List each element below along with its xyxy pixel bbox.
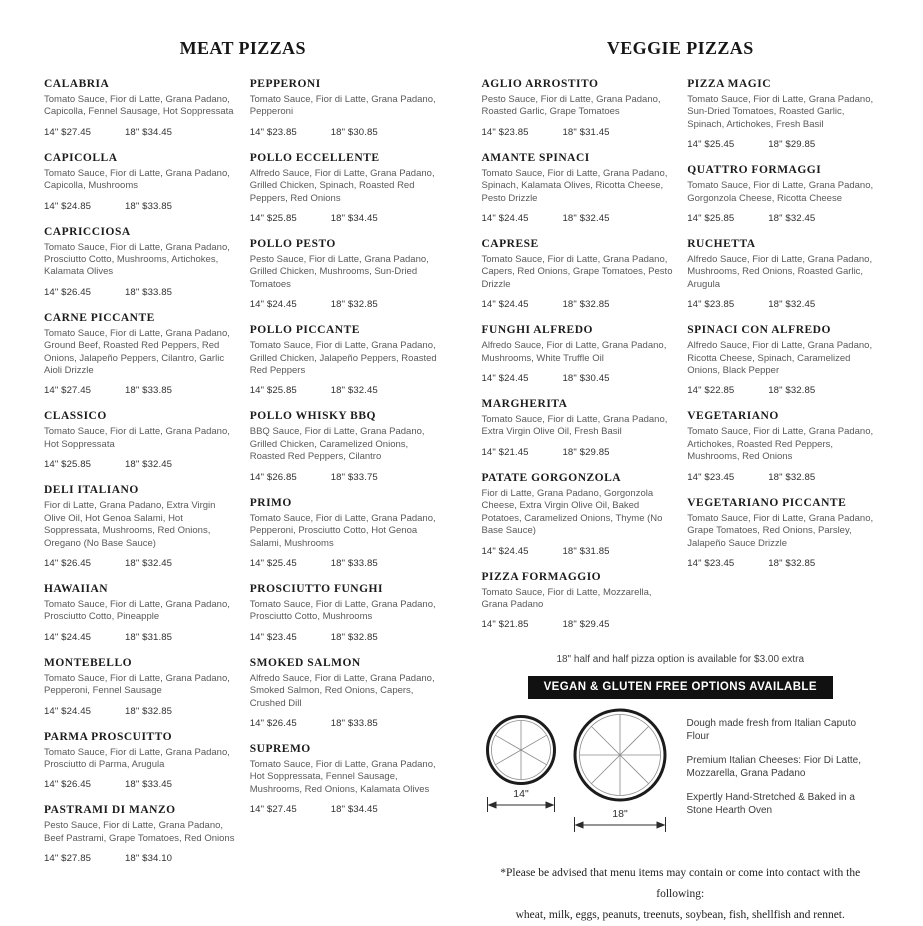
menu-item-description: BBQ Sauce, Fior di Latte, Grana Padano, Grilled Chicken, Caramelized Onions, Roasted Red Peppers, Cilantro [249, 426, 425, 463]
menu-item-prices [250, 385, 442, 396]
menu-item [250, 497, 442, 569]
menu-item-description: Pesto Sauce, Fior di Latte, Grana Padano, Roasted Garlic, Grape Tomatoes [481, 94, 661, 118]
price-18: 18" $33.85 [125, 286, 173, 298]
price-14: 14" $24.45 [44, 631, 92, 643]
diagram-label-14: 14" [512, 788, 529, 801]
price-18: 18" $32.45 [768, 299, 816, 311]
fact-dough: Dough made fresh from Italian Caputo Flour [686, 718, 857, 743]
menu-item-prices [44, 632, 236, 643]
menu-item-prices [687, 558, 879, 569]
menu-item-name: CAPRESE [481, 238, 539, 251]
price-18: 18" $31.85 [562, 545, 610, 557]
menu-item [687, 164, 879, 224]
price-18: 18" $32.45 [125, 557, 173, 569]
price-18: 18" $33.85 [330, 717, 378, 729]
price-14: 14" $25.85 [687, 213, 735, 225]
menu-item-description: Tomato Sauce, Fior di Latte, Grana Padano, Spinach, Kalamata Olives, Ricotta Cheese, Pesto Drizzle [481, 167, 668, 204]
pizza-size-diagrams [482, 708, 880, 841]
price-18: 18" $32.45 [330, 385, 378, 397]
menu-item-description: Tomato Sauce, Fior di Latte, Grana Padano, Hot Soppressata [44, 426, 230, 450]
price-18: 18" $29.85 [768, 139, 816, 151]
price-18: 18" $31.45 [562, 126, 610, 138]
price-18: 18" $34.45 [330, 804, 378, 816]
menu-item-name: PATATE GORGONZOLA [481, 471, 622, 484]
price-18: 18" $32.85 [562, 299, 610, 311]
menu-item-name: CLASSICO [44, 410, 107, 423]
section-title-meat: MEAT PIZZAS [179, 38, 306, 58]
price-14: 14" $24.45 [249, 299, 297, 311]
price-14: 14" $23.85 [481, 126, 529, 138]
veggie-column-1 [482, 78, 674, 644]
menu-item-name: PIZZA MAGIC [687, 78, 772, 90]
menu-item-prices [482, 447, 674, 458]
price-18: 18" $30.85 [330, 126, 378, 138]
price-18: 18" $33.85 [330, 557, 378, 569]
price-18: 18" $32.85 [768, 471, 816, 483]
price-18: 18" $34.45 [330, 213, 378, 225]
menu-item [482, 398, 674, 458]
menu-item [44, 583, 236, 643]
price-14: 14" $23.45 [249, 631, 297, 643]
menu-item-name: CAPRICCIOSA [44, 225, 131, 238]
menu-item-description: Fior di Latte, Grana Padano, Gorgonzola Cheese, Extra Virgin Olive Oil, Baked Potatoes, Caramelized Onions, Thyme (No Base Sauce) [481, 487, 663, 537]
menu-layout [44, 38, 879, 926]
price-14: 14" $21.85 [481, 619, 529, 631]
half-and-half-note: 18" half and half pizza option is available for $3.00 extra [556, 654, 805, 666]
menu-item-description: Tomato Sauce, Fior di Latte, Grana Padano, Prosciutto di Parma, Arugula [44, 746, 230, 770]
menu-item-name: PIZZA FORMAGGIO [481, 570, 602, 583]
menu-item-description: Tomato Sauce, Fior di Latte, Grana Padano, Capers, Red Onions, Grape Tomatoes, Pesto Drizzle [481, 254, 673, 290]
meat-column-2 [250, 78, 442, 829]
menu-item-name: PEPPERONI [249, 78, 321, 90]
price-14: 14" $24.45 [44, 705, 92, 717]
menu-item [687, 324, 879, 396]
meat-column-1 [44, 78, 236, 878]
menu-item-name: PASTRAMI DI MANZO [44, 804, 176, 817]
menu-item-prices [482, 299, 674, 310]
price-14: 14" $25.45 [249, 557, 297, 569]
menu-item-description: Alfredo Sauce, Fior di Latte, Grana Padano, Smoked Salmon, Red Onions, Capers, Crushed Dill [249, 672, 435, 709]
menu-item-name: SMOKED SALMON [249, 656, 361, 669]
price-18: 18" $30.45 [562, 373, 610, 385]
price-18: 18" $33.85 [125, 200, 173, 212]
menu-item-name: VEGETARIANO PICCANTE [687, 496, 847, 509]
menu-item-prices [44, 459, 236, 470]
price-18: 18" $33.45 [125, 779, 173, 791]
menu-item-name: VEGETARIANO [687, 410, 779, 423]
menu-item-prices [44, 287, 236, 298]
menu-item-prices [44, 558, 236, 569]
price-18: 18" $33.75 [330, 471, 378, 483]
price-18: 18" $34.45 [125, 126, 173, 138]
price-14: 14" $27.45 [44, 126, 92, 138]
price-18: 18" $31.85 [125, 631, 173, 643]
price-14: 14" $24.45 [481, 213, 529, 225]
menu-item [250, 324, 442, 396]
menu-item-description: Tomato Sauce, Fior di Latte, Grana Padano, Prosciutto Cotto, Mushrooms, Artichokes, Kalamata Olives [44, 241, 230, 278]
menu-item [482, 472, 674, 557]
price-14: 14" $23.85 [687, 299, 735, 311]
menu-item-prices [687, 385, 879, 396]
price-14: 14" $22.85 [687, 385, 735, 397]
menu-item-description: Tomato Sauce, Fior di Latte, Grana Padano, Grilled Chicken, Jalapeño Peppers, Roasted Red Peppers [249, 340, 437, 377]
menu-item [687, 78, 879, 150]
section-veggie-pizzas [482, 38, 880, 926]
menu-item-prices [44, 706, 236, 717]
menu-item-name: FUNGHI ALFREDO [481, 324, 593, 337]
price-14: 14" $23.45 [687, 557, 735, 569]
menu-item-prices [687, 472, 879, 483]
menu-item-name: POLLO PICCANTE [249, 324, 360, 337]
price-18: 18" $32.85 [768, 557, 816, 569]
menu-item [687, 497, 879, 569]
price-14: 14" $27.45 [249, 804, 297, 816]
menu-item-name: POLLO PESTO [249, 238, 336, 251]
pizza-size-18-icon [568, 708, 672, 841]
price-14: 14" $24.45 [481, 299, 529, 311]
fact-cheeses: Premium Italian Cheeses: Fior Di Latte, Mozzarella, Grana Padano [686, 755, 862, 780]
price-14: 14" $27.85 [44, 853, 92, 865]
menu-item [250, 657, 442, 729]
menu-item-prices [44, 853, 236, 864]
menu-item-description: Tomato Sauce, Fior di Latte, Grana Padano, Capicolla, Fennel Sausage, Hot Soppressata [44, 94, 234, 118]
menu-item [44, 657, 236, 717]
menu-item-prices [482, 213, 674, 224]
price-18: 18" $32.85 [768, 385, 816, 397]
menu-item-name: MARGHERITA [481, 398, 568, 411]
menu-item-prices [44, 779, 236, 790]
menu-item [44, 226, 236, 298]
price-14: 14" $26.45 [44, 286, 92, 298]
menu-item-prices [482, 546, 674, 557]
menu-item [44, 152, 236, 212]
disclaimer-line-2: wheat, milk, eggs, peanuts, treenuts, soybean, fish, shellfish and rennet. [515, 909, 845, 922]
menu-item-prices [250, 213, 442, 224]
menu-item-prices [250, 127, 442, 138]
menu-item-description: Alfredo Sauce, Fior di Latte, Grana Padano, Mushrooms, Red Onions, Roasted Garlic, Arugula [687, 254, 873, 290]
price-14: 14" $24.45 [481, 545, 529, 557]
menu-item-description: Alfredo Sauce, Fior di Latte, Grana Padano, Mushrooms, White Truffle Oil [481, 340, 667, 364]
menu-item-description: Fior di Latte, Grana Padano, Extra Virgin Olive Oil, Hot Genoa Salami, Hot Soppressata, Mushrooms, Red Onions, Oregano (No Base Sauce) [44, 500, 216, 549]
price-14: 14" $26.45 [249, 717, 297, 729]
menu-item [44, 410, 236, 470]
menu-item-prices [687, 299, 879, 310]
menu-item-description: Tomato Sauce, Fior di Latte, Grana Padano, Artichokes, Roasted Red Peppers, Mushrooms, Red Onions [687, 426, 874, 463]
menu-item-description: Tomato Sauce, Fior di Latte, Grana Padano, Hot Soppressata, Fennel Sausage, Mushrooms, Red Onions, Kalamata Olives [249, 758, 436, 795]
menu-item-prices [250, 632, 442, 643]
menu-item-name: MONTEBELLO [44, 656, 133, 669]
menu-item-description: Tomato Sauce, Fior di Latte, Grana Padano, Prosciutto Cotto, Pineapple [44, 598, 230, 623]
veggie-columns [482, 78, 880, 644]
price-18: 18" $32.85 [330, 631, 378, 643]
allergy-disclaimer [482, 863, 880, 926]
menu-item-name: POLLO WHISKY BBQ [249, 410, 376, 423]
price-14: 14" $25.45 [687, 139, 735, 151]
menu-item-name: SUPREMO [249, 742, 311, 755]
menu-extras [482, 644, 880, 926]
menu-item-description: Tomato Sauce, Fior di Latte, Grana Padano, Grape Tomatoes, Red Onions, Parsley, Jalapeño Sauce Drizzle [687, 512, 874, 549]
menu-item-name: PRIMO [249, 496, 292, 509]
price-14: 14" $23.85 [249, 126, 297, 138]
menu-item [482, 152, 674, 224]
menu-item [687, 410, 879, 482]
menu-item-prices [250, 299, 442, 310]
menu-item [44, 484, 236, 569]
menu-item-description: Tomato Sauce, Fior di Latte, Grana Padano, Capicolla, Mushrooms [44, 167, 230, 192]
menu-item-name: POLLO ECCELLENTE [249, 151, 380, 164]
menu-item-prices [250, 718, 442, 729]
menu-item [44, 731, 236, 791]
menu-item-prices [250, 804, 442, 815]
price-14: 14" $24.45 [481, 373, 529, 385]
menu-item-prices [482, 127, 674, 138]
menu-item [250, 410, 442, 482]
menu-item-name: AMANTE SPINACI [481, 151, 590, 164]
price-14: 14" $23.45 [687, 471, 735, 483]
price-18: 18" $29.85 [562, 446, 610, 458]
menu-item-description: Pesto Sauce, Fior di Latte, Grana Padano, Grilled Chicken, Mushrooms, Sun-Dried Tomatoes [249, 254, 429, 290]
menu-item-description: Tomato Sauce, Fior di Latte, Grana Padano, Pepperoni, Prosciutto Cotto, Hot Genoa Salami, Mushrooms [249, 512, 436, 549]
menu-item [482, 78, 674, 138]
price-14: 14" $24.85 [44, 200, 92, 212]
menu-item-name: CALABRIA [44, 78, 110, 90]
menu-item [482, 238, 674, 310]
menu-item-description: Tomato Sauce, Fior di Latte, Grana Padano, Extra Virgin Olive Oil, Fresh Basil [481, 414, 668, 438]
price-18: 18" $32.85 [125, 705, 173, 717]
menu-item-name: QUATTRO FORMAGGI [687, 164, 822, 177]
menu-item-prices [44, 385, 236, 396]
menu-item-prices [482, 619, 674, 630]
menu-item-name: CAPICOLLA [44, 151, 118, 164]
menu-item-description: Tomato Sauce, Fior di Latte, Grana Padano, Pepperoni, Fennel Sausage [44, 672, 230, 697]
meat-columns [44, 78, 442, 878]
menu-item-description: Tomato Sauce, Fior di Latte, Grana Padano, Prosciutto Cotto, Mushrooms [249, 598, 436, 623]
menu-item [250, 583, 442, 643]
menu-item-name: DELI ITALIANO [44, 484, 139, 497]
menu-item [482, 571, 674, 631]
menu-item [250, 743, 442, 815]
diagram-label-18: 18" [611, 808, 628, 821]
price-14: 14" $25.85 [44, 459, 92, 471]
menu-item-name: PROSCIUTTO FUNGHI [249, 582, 383, 595]
menu-item-name: SPINACI CON ALFREDO [687, 324, 831, 337]
menu-item-name: RUCHETTA [687, 238, 756, 251]
price-18: 18" $32.45 [768, 213, 816, 225]
menu-item-description: Tomato Sauce, Fior di Latte, Grana Padano, Ground Beef, Roasted Red Peppers, Red Onions, Jalapeño Peppers, Cilantro, Garlic Aioli Drizzle [44, 327, 230, 377]
menu-item-prices [687, 213, 879, 224]
menu-item [250, 78, 442, 138]
menu-item-description: Tomato Sauce, Fior di Latte, Mozzarella, Grana Padano [481, 586, 652, 610]
menu-item-name: AGLIO ARROSTITO [481, 78, 599, 90]
menu-item-description: Alfredo Sauce, Fior di Latte, Grana Padano, Ricotta Cheese, Spinach, Caramelized Onions, Black Pepper [687, 340, 873, 377]
fact-oven: Expertly Hand-Stretched & Baked in a Stone Hearth Oven [686, 792, 855, 817]
vegan-gluten-free-banner: VEGAN & GLUTEN FREE OPTIONS AVAILABLE [528, 676, 833, 699]
menu-item-name: HAWAIIAN [44, 582, 109, 595]
menu-item [687, 238, 879, 310]
pizza-size-14-icon [482, 712, 560, 821]
menu-item-prices [250, 558, 442, 569]
section-title-veggie: VEGGIE PIZZAS [606, 38, 754, 58]
menu-item [44, 78, 236, 138]
price-18: 18" $34.10 [125, 853, 173, 865]
menu-item-prices [250, 472, 442, 483]
menu-item-name: CARNE PICCANTE [44, 311, 155, 324]
veggie-column-2 [687, 78, 879, 583]
menu-item-name: PARMA PROSCUITTO [44, 730, 173, 743]
menu-item-description: Alfredo Sauce, Fior di Latte, Grana Padano, Grilled Chicken, Spinach, Roasted Red Peppers, Red Onions [249, 167, 435, 204]
menu-item [250, 152, 442, 224]
menu-item-description: Tomato Sauce, Fior di Latte, Grana Padano, Sun-Dried Tomatoes, Roasted Garlic, Spinach, Artichokes, Fresh Basil [687, 94, 874, 130]
menu-item-prices [687, 139, 879, 150]
price-14: 14" $26.45 [44, 779, 92, 791]
disclaimer-line-1: *Please be advised that menu items may contain or come into contact with the following: [500, 867, 861, 901]
menu-item [250, 238, 442, 310]
kitchen-facts [687, 717, 880, 828]
menu-item [44, 312, 236, 397]
menu-item-description: Tomato Sauce, Fior di Latte, Grana Padano, Gorgonzola Cheese, Ricotta Cheese [687, 180, 874, 204]
menu-item-description: Pesto Sauce, Fior di Latte, Grana Padano, Beef Pastrami, Grape Tomatoes, Red Onions [44, 820, 235, 844]
menu-item-prices [482, 373, 674, 384]
menu-item [44, 804, 236, 864]
menu-item-prices [44, 201, 236, 212]
price-14: 14" $26.85 [249, 471, 297, 483]
price-18: 18" $32.45 [125, 459, 173, 471]
price-14: 14" $21.45 [481, 446, 529, 458]
menu-item-description: Tomato Sauce, Fior di Latte, Grana Padano, Pepperoni [249, 94, 436, 118]
price-14: 14" $27.45 [44, 385, 92, 397]
price-18: 18" $32.45 [562, 213, 610, 225]
price-14: 14" $25.85 [249, 385, 297, 397]
price-18: 18" $33.85 [125, 385, 173, 397]
price-18: 18" $32.85 [330, 299, 378, 311]
menu-item [482, 324, 674, 384]
price-18: 18" $29.45 [562, 619, 610, 631]
price-14: 14" $26.45 [44, 557, 92, 569]
price-14: 14" $25.85 [249, 213, 297, 225]
section-meat-pizzas [44, 38, 442, 926]
menu-item-prices [44, 127, 236, 138]
